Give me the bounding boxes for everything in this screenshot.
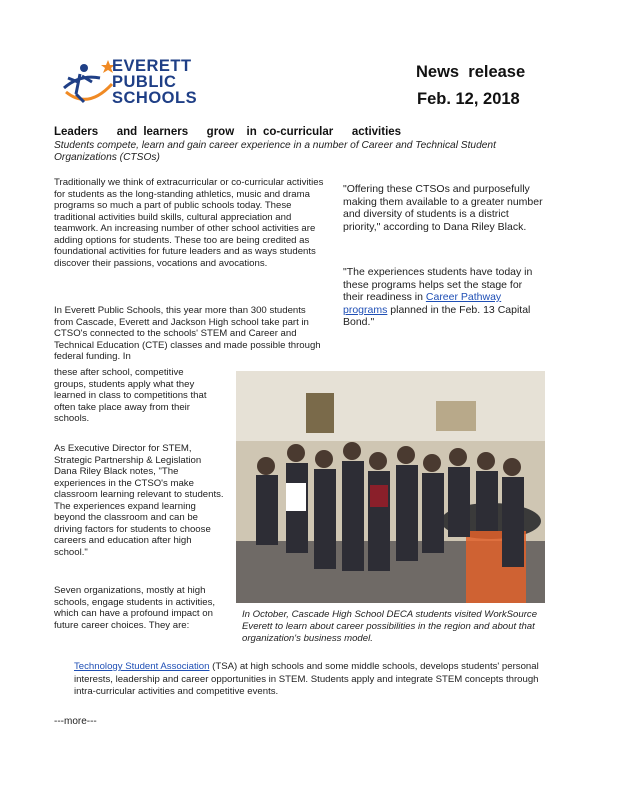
photo-caption: In October, Cascade High School DECA students visited WorkSource Everett to learn about career possibilities in the region and about that organization's business model.	[242, 609, 538, 644]
career-pathway-link[interactable]: Career Pathway programs	[343, 291, 502, 316]
logo-line-2: PUBLIC	[112, 73, 177, 91]
paragraph-3: As Executive Director for STEM, Strategic Partnership & Legislation Dana Riley Black notes, "The experiences in the CTSO's make classroom learning relevant to students. The experiences expand learning beyond the classroom and can be driving factors for students to choose careers and education after high school."	[54, 443, 224, 558]
subheadline: Students compete, learn and gain career experience in a number of Career and Technical Student Organizations (CTSOs)	[54, 140, 496, 163]
pull-quote-2	[343, 266, 543, 329]
students-photo-image	[236, 371, 545, 603]
paragraph-4: Seven organizations, mostly at high schools, engage students in activities, which can have a profound impact on future career choices. They are:	[54, 585, 216, 631]
pull-quote-2-start: "The experiences students have today in these programs helps set the stage for their readiness in	[343, 266, 533, 303]
logo-line-3: SCHOOLS	[112, 89, 198, 107]
school-logo-icon	[58, 54, 118, 114]
more-indicator: ---more---	[54, 716, 97, 727]
paragraph-2: In Everett Public Schools, this year more than 300 students from Cascade, Everett and Jackson High school take part in CTSO's connected to the schools' STEM and Career and Technical Education (CTE) classes and made possible through federal funding. In	[54, 305, 321, 362]
release-date: Feb. 12, 2018	[417, 90, 520, 108]
pull-quote-1: "Offering these CTSOs and purposefully making them available to a greater number and diversity of students is a district priority," according to Dana Riley Black.	[343, 183, 543, 233]
pull-quote-2-end: planned in the Feb. 13 Capital Bond."	[343, 303, 531, 328]
logo-text	[112, 58, 197, 106]
list-item-text	[74, 661, 552, 699]
paragraph-1: Traditionally we think of extracurricular or co-curricular activities for students as the long-standing athletics, music and drama programs so much a part of public schools today. These traditional activities build skills, cultural appreciation and teamwork. An increasing number of other school activities are adding options for students. These too are being credited as foundational activities for future leaders and as ways students discover their passions, vocations and avocations.	[54, 177, 324, 269]
tsa-description: (TSA) at high schools and some middle schools, develops students' personal interests, leadership and career opportunities in STEM. Students apply and integrate STEM concepts through intra-curricular activities and competitive events.	[74, 661, 539, 697]
news-release-label: News release	[416, 63, 526, 81]
logo-line-1: EVERETT	[112, 57, 192, 75]
paragraph-2-continued: these after school, competitive groups, students apply what they learned in class to competitions that often take place away from their schools.	[54, 367, 207, 424]
tsa-link[interactable]: Technology Student Association	[74, 661, 210, 672]
group-photo	[236, 371, 545, 603]
headline: Leaders and learners grow in co-curricular activities	[54, 126, 402, 138]
